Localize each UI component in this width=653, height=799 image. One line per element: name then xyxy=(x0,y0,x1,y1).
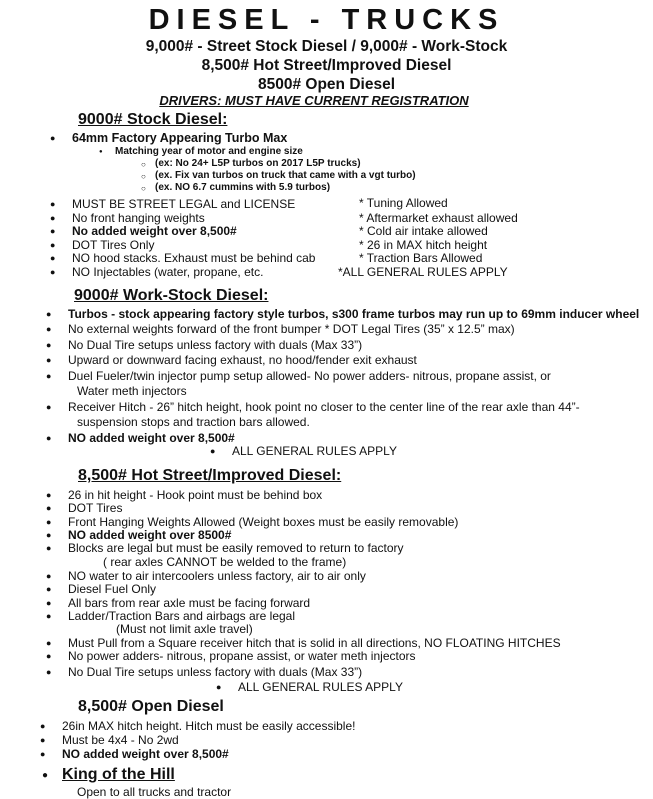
hot-street-general-rules: ● ALL GENERAL RULES APPLY xyxy=(238,680,403,694)
subtitle-class-8500-open: 8500# Open Diesel xyxy=(258,76,395,93)
stock-left-rule: ● No front hanging weights xyxy=(72,211,205,225)
king-of-the-hill-rule-partial: Open to all trucks and tractor xyxy=(77,785,232,799)
hot-street-heading: 8,500# Hot Street/Improved Diesel: xyxy=(78,467,342,484)
open-diesel-rule: ● Must be 4x4 - No 2wd xyxy=(62,733,179,747)
hot-street-rule: ● DOT Tires xyxy=(68,501,122,515)
work-stock-heading: 9000# Work-Stock Diesel: xyxy=(74,287,269,304)
subtitle-class-8500-hot: 8,500# Hot Street/Improved Diesel xyxy=(201,57,452,74)
stock-right-rule: * Tuning Allowed xyxy=(359,196,448,210)
hot-street-rule: ● NO added weight over 8500# xyxy=(68,528,231,542)
stock-general-rules: *ALL GENERAL RULES APPLY xyxy=(338,265,508,279)
work-stock-general-rules: ● ALL GENERAL RULES APPLY xyxy=(232,444,397,458)
hot-street-rule: ● Must Pull from a Square receiver hitch that is solid in all directions, NO FLOATING HITCHES xyxy=(68,636,561,650)
work-stock-rule: ● Turbos - stock appearing factory style turbos, s300 frame turbos may run up to 69mm inducer wheel xyxy=(68,307,639,321)
stock-left-rule: ● NO hood stacks. Exhaust must be behind cab xyxy=(72,251,315,265)
subtitle-classes-9000: 9,000# - Street Stock Diesel / 9,000# - Work-Stock xyxy=(145,38,508,55)
stock-left-rule: ● DOT Tires Only xyxy=(72,238,154,252)
stock-turbo-rule: ● 64mm Factory Appearing Turbo Max xyxy=(72,131,287,145)
work-stock-rule-continued: suspension stops and traction bars allowed. xyxy=(77,415,310,429)
hot-street-rule: ● NO water to air intercoolers unless factory, air to air only xyxy=(68,569,366,583)
king-of-the-hill-heading: ● King of the Hill xyxy=(62,766,175,784)
work-stock-rule: ● NO added weight over 8,500# xyxy=(68,431,235,445)
stock-right-rule: * Aftermarket exhaust allowed xyxy=(359,211,518,225)
hot-street-rule: ● Diesel Fuel Only xyxy=(68,582,156,596)
stock-example-3: ○ (ex. NO 6.7 cummins with 5.9 turbos) xyxy=(155,182,330,193)
work-stock-rule: ● No external weights forward of the front bumper * DOT Legal Tires (35” x 12.5” max) xyxy=(68,322,515,336)
open-diesel-rule: ● 26in MAX hitch height. Hitch must be easily accessible! xyxy=(62,719,355,733)
stock-example-1: ○ (ex: No 24+ L5P turbos on 2017 L5P trucks) xyxy=(155,158,361,169)
work-stock-rule: ● Receiver Hitch - 26” hitch height, hook point no closer to the center line of the rear axle than 44”- xyxy=(68,400,580,414)
hot-street-rule: ● Blocks are legal but must be easily removed to return to factory xyxy=(68,541,404,555)
hot-street-rule-continued: ( rear axles CANNOT be welded to the frame) xyxy=(103,555,347,569)
stock-matching-rule: ● Matching year of motor and engine size xyxy=(115,146,303,157)
stock-left-rule: ● No added weight over 8,500# xyxy=(72,224,237,238)
stock-right-rule: * 26 in MAX hitch height xyxy=(359,238,488,252)
hot-street-rule-continued: (Must not limit axle travel) xyxy=(116,622,253,636)
drivers-registration-note: DRIVERS: MUST HAVE CURRENT REGISTRATION xyxy=(159,93,469,108)
page-title: DIESEL - TRUCKS xyxy=(148,4,505,36)
open-diesel-heading: 8,500# Open Diesel xyxy=(78,698,224,715)
hot-street-rule: ● All bars from rear axle must be facing forward xyxy=(68,596,310,610)
hot-street-rule: ● Front Hanging Weights Allowed (Weight boxes must be easily removable) xyxy=(68,515,458,529)
stock-left-rule: ● NO Injectables (water, propane, etc. xyxy=(72,265,263,279)
open-diesel-rule: ● NO added weight over 8,500# xyxy=(62,747,229,761)
hot-street-rule: ● No power adders- nitrous, propane assist, or water meth injectors xyxy=(68,649,416,663)
stock-diesel-heading: 9000# Stock Diesel: xyxy=(78,111,228,128)
hot-street-rule: ● No Dual Tire setups unless factory with duals (Max 33”) xyxy=(68,665,362,679)
work-stock-rule: ● No Dual Tire setups unless factory with duals (Max 33”) xyxy=(68,338,362,352)
stock-left-rule: ● MUST BE STREET LEGAL and LICENSE xyxy=(72,197,295,211)
work-stock-rule: ● Upward or downward facing exhaust, no hood/fender exit exhaust xyxy=(68,353,417,367)
stock-example-2: ○ (ex. Fix van turbos on truck that came with a vgt turbo) xyxy=(155,170,416,181)
stock-right-rule: * Cold air intake allowed xyxy=(359,224,488,238)
hot-street-rule: ● 26 in hit height - Hook point must be behind box xyxy=(68,488,322,502)
work-stock-rule: ● Duel Fueler/twin injector pump setup allowed- No power adders- nitrous, propane assist, or xyxy=(68,369,551,383)
hot-street-rule: ● Ladder/Traction Bars and airbags are legal xyxy=(68,609,295,623)
work-stock-rule-continued: Water meth injectors xyxy=(77,384,187,398)
stock-right-rule: * Traction Bars Allowed xyxy=(359,251,483,265)
